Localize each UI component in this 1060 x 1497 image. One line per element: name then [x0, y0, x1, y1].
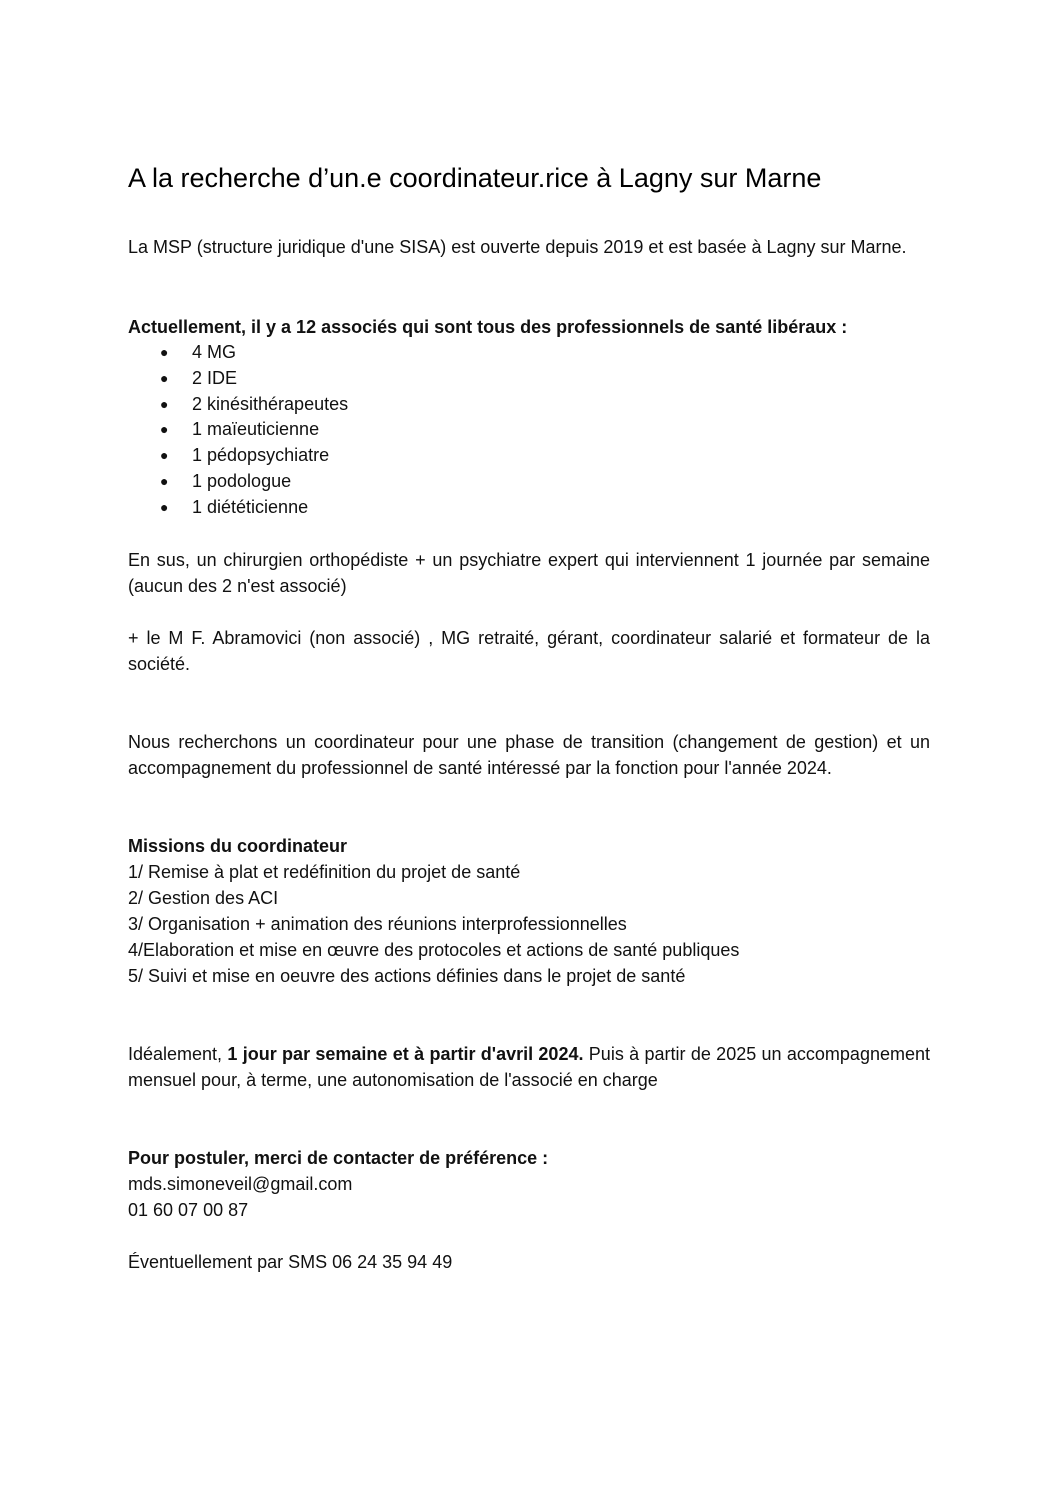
mission-item: 3/ Organisation + animation des réunions interprofessionnelles [128, 913, 627, 934]
contact-email: mds.simoneveil@gmail.com [128, 1173, 353, 1194]
missions-heading: Missions du coordinateur [128, 835, 348, 856]
bullet-icon: ● [160, 447, 169, 464]
bullet-icon: ● [160, 421, 169, 438]
ideal-paragraph: Idéalement, 1 jour par semaine et à partir d'avril 2024. Puis à partir de 2025 un accompagnement mensuel pour, à terme, une autonomisation de l'associé en charge [128, 1043, 930, 1090]
mission-item: 2/ Gestion des ACI [128, 887, 279, 908]
list-item: ● 1 maïeuticienne [128, 417, 930, 443]
bullet-icon: ● [160, 498, 169, 515]
contact-phone: 01 60 07 00 87 [128, 1199, 249, 1220]
mission-item: 5/ Suivi et mise en oeuvre des actions définies dans le projet de santé [128, 965, 686, 986]
bullet-icon: ● [160, 395, 169, 412]
list-item: ● 2 IDE [128, 366, 930, 392]
associates-list [128, 340, 930, 521]
bullet-icon: ● [160, 344, 169, 360]
list-item: ● 2 kinésithérapeutes [128, 392, 930, 418]
list-item: ● 1 pédopsychiatre [128, 443, 930, 469]
list-item: ● 1 diététicienne [128, 495, 930, 521]
list-item: ● 1 podologue [128, 469, 930, 495]
page-title: A la recherche d’un.e coordinateur.rice à Lagny sur Marne [128, 163, 822, 193]
missions-list [128, 859, 930, 989]
contact-sms: Éventuellement par SMS 06 24 35 94 49 [128, 1251, 453, 1272]
intro-paragraph: La MSP (structure juridique d'une SISA) est ouverte depuis 2019 et est basée à Lagny sur Marne. [128, 237, 907, 257]
mission-item: 4/Elaboration et mise en œuvre des protocoles et actions de santé publiques [128, 939, 740, 960]
search-paragraph: Nous recherchons un coordinateur pour une phase de transition (changement de gestion) et un accompagnement du professionnel de santé intéressé par la fonction pour l'année 2024. [128, 731, 930, 778]
extra-staff-paragraph: En sus, un chirurgien orthopédiste + un psychiatre expert qui interviennent 1 journée par semaine (aucun des 2 n'est associé) [128, 549, 930, 596]
manager-paragraph: + le M F. Abramovici (non associé) , MG retraité, gérant, coordinateur salarié et formateur de la société. [128, 627, 930, 674]
document-content [128, 160, 930, 1275]
list-item: ● 4 MG [128, 340, 930, 366]
bullet-icon: ● [160, 472, 169, 489]
associates-heading: Actuellement, il y a 12 associés qui sont tous des professionnels de santé libéraux : [128, 317, 848, 337]
contact-block [128, 1171, 930, 1223]
ideal-bold-text: 1 jour par semaine et à partir d'avril 2024. [227, 1043, 584, 1064]
mission-item: 1/ Remise à plat et redéfinition du projet de santé [128, 861, 521, 882]
bullet-icon: ● [160, 369, 169, 386]
contact-heading: Pour postuler, merci de contacter de préférence : [128, 1147, 549, 1168]
